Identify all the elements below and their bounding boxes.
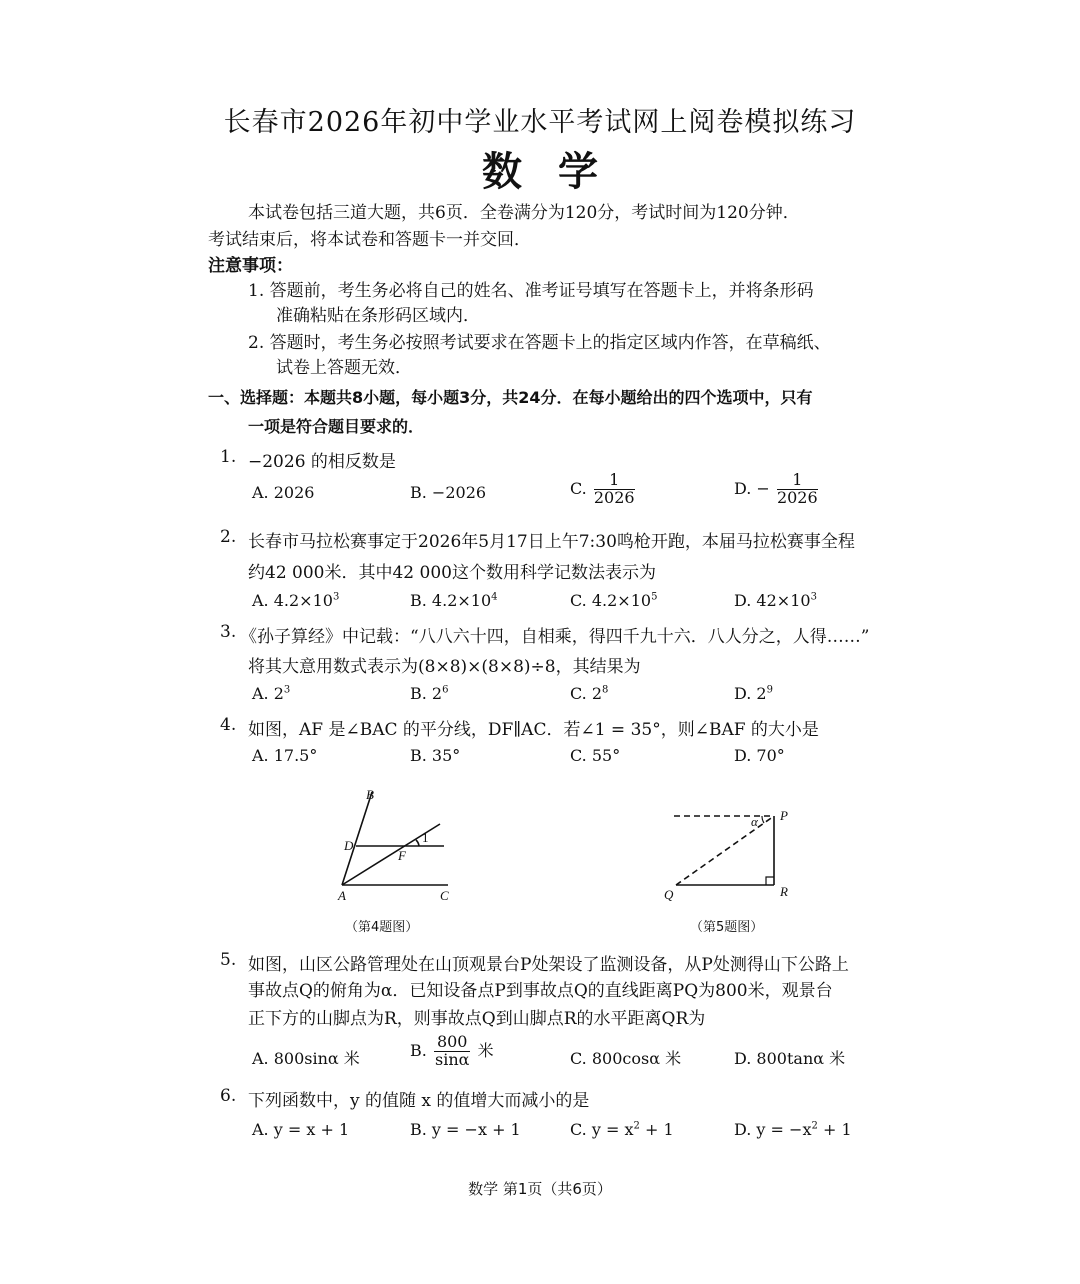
exponent: 3 [283, 684, 291, 696]
question-3-option-b [410, 684, 448, 703]
section-1-line-1: 一、选择题：本题共8小题，每小题3分，共24分．在每小题给出的四个选项中，只有 [208, 388, 813, 407]
label-c: C [440, 888, 449, 903]
intro-line-1: 本试卷包括三道大题，共6页．全卷满分为120分，考试时间为120分钟． [248, 203, 800, 223]
intro-line-2: 考试结束后，将本试卷和答题卡一并交回． [208, 230, 531, 250]
question-4-option-b: B. 35° [410, 746, 461, 765]
question-5-number: 5. [220, 950, 237, 970]
label-angle-1: 1 [422, 830, 429, 845]
label-b: B [366, 787, 374, 802]
exponent: 8 [602, 684, 609, 696]
exponent: 4 [491, 591, 498, 603]
question-2-option-a [252, 591, 339, 610]
option-c-label: C. [570, 478, 587, 498]
notice-item-1-line-2: 准确粘贴在条形码区域内． [276, 306, 480, 326]
question-6-option-b: B. y = −x + 1 [410, 1120, 521, 1139]
question-6-option-d [734, 1120, 852, 1139]
option-text: B. 2 [410, 684, 443, 703]
option-tail: + 1 [817, 1120, 852, 1139]
option-text: C. y = x [570, 1120, 634, 1139]
notice-title: 注意事项： [208, 256, 293, 276]
option-text: C. 4.2×10 [570, 591, 652, 610]
option-b-label: B. [410, 1040, 427, 1060]
numerator: 1 [594, 472, 635, 490]
question-3-option-c [570, 684, 608, 703]
exponent: 6 [442, 684, 449, 696]
question-1-number: 1. [220, 447, 237, 467]
fraction [777, 472, 818, 507]
question-3-option-a [252, 684, 290, 703]
question-2-option-d [734, 591, 817, 610]
subject-title: 数学 [482, 148, 634, 195]
question-5-option-d: D. 800tanα 米 [734, 1049, 846, 1068]
angle-alpha-arc [762, 816, 764, 823]
exponent: 9 [766, 684, 773, 696]
exponent: 3 [810, 591, 817, 603]
option-text: C. 2 [570, 684, 603, 703]
notice-item-2-line-1: 2. 答题时，考生务必按照考试要求在答题卡上的指定区域内作答，在草稿纸、 [248, 333, 831, 353]
label-a: A [338, 888, 346, 903]
question-1-option-c [570, 472, 637, 507]
question-1-option-a: A. 2026 [252, 483, 315, 502]
label-d: D [344, 838, 354, 853]
exponent: 5 [651, 591, 658, 603]
option-text: B. 4.2×10 [410, 591, 492, 610]
question-6-option-c [570, 1120, 674, 1139]
question-2-line-2: 约42 000米．其中42 000这个数用科学记数法表示为 [248, 563, 656, 583]
option-text: D. 2 [734, 684, 767, 703]
question-4-option-d: D. 70° [734, 746, 785, 765]
question-1-option-b: B. −2026 [410, 483, 487, 502]
label-f: F [398, 848, 406, 863]
line-pq [676, 816, 774, 885]
question-6-stem: 下列函数中，y 的值随 x 的值增大而减小的是 [248, 1091, 590, 1111]
figure-4 [320, 780, 480, 905]
question-3-number: 3. [220, 622, 237, 642]
question-1-stem: −2026 的相反数是 [248, 452, 396, 472]
option-text: A. 2 [252, 684, 284, 703]
option-text: A. 4.2×10 [252, 591, 333, 610]
question-5-line-3: 正下方的山脚点为R，则事故点Q到山脚点R的水平距离QR为 [248, 1009, 706, 1029]
denominator: 2026 [776, 487, 818, 507]
notice-item-1-line-1: 1. 答题前，考生务必将自己的姓名、准考证号填写在答题卡上，并将条形码 [248, 281, 814, 301]
question-4-option-a: A. 17.5° [252, 746, 318, 765]
question-2-line-1: 长春市马拉松赛事定于2026年5月17日上午7:30鸣枪开跑，本届马拉松赛事全程 [248, 532, 855, 552]
question-3-option-d [734, 684, 773, 703]
question-2-number: 2. [220, 527, 237, 547]
right-angle-mark [766, 877, 774, 885]
question-5-option-b [410, 1034, 494, 1069]
question-4-stem: 如图，AF 是∠BAC 的平分线，DF∥AC．若∠1 = 35°，则∠BAF 的大小是 [248, 720, 819, 740]
option-d-label: D. − [734, 478, 770, 498]
question-2-option-b [410, 591, 498, 610]
section-1-line-2: 一项是符合题目要求的． [248, 417, 425, 436]
question-2-option-c [570, 591, 657, 610]
question-3-line-1: 《孙子算经》中记载：“八八六十四，自相乘，得四千九十六．八人分之，人得……” [240, 627, 870, 647]
option-text: D. 42×10 [734, 591, 811, 610]
exam-title: 长春市2026年初中学业水平考试网上阅卷模拟练习 [223, 107, 857, 138]
exponent: 2 [633, 1120, 640, 1132]
question-5-line-1: 如图，山区公路管理处在山顶观景台P处架设了监测设备，从P处测得山下公路上 [248, 955, 849, 975]
denominator: 2026 [593, 487, 635, 507]
question-4-number: 4. [220, 715, 237, 735]
question-6-number: 6. [220, 1086, 237, 1106]
label-q: Q [664, 887, 674, 902]
numerator: 800 [434, 1034, 471, 1052]
question-1-option-d [734, 472, 820, 507]
unit: 米 [477, 1040, 494, 1060]
question-4-option-c: C. 55° [570, 746, 621, 765]
denominator: sinα [434, 1049, 470, 1069]
option-tail: + 1 [639, 1120, 674, 1139]
question-5-option-c: C. 800cosα 米 [570, 1049, 682, 1068]
label-alpha: α [751, 814, 758, 829]
fraction [434, 1034, 471, 1069]
notice-item-2-line-2: 试卷上答题无效． [276, 358, 412, 378]
fraction [594, 472, 635, 507]
page-footer: 数学 第1页（共6页） [468, 1180, 612, 1198]
question-5-option-a: A. 800sinα 米 [252, 1049, 360, 1068]
question-3-line-2: 将其大意用数式表示为(8×8)×(8×8)÷8，其结果为 [248, 657, 641, 677]
exponent: 2 [811, 1120, 818, 1132]
exponent: 3 [332, 591, 340, 603]
figure-5-caption: （第5题图） [690, 920, 764, 935]
angle-1-arc [416, 840, 419, 846]
question-6-option-a: A. y = x + 1 [252, 1120, 350, 1139]
numerator: 1 [777, 472, 818, 490]
figure-5 [660, 800, 810, 910]
figure-4-caption: （第4题图） [345, 920, 419, 935]
label-p: P [780, 808, 788, 823]
label-r: R [780, 884, 788, 899]
question-5-line-2: 事故点Q的俯角为α．已知设备点P到事故点Q的直线距离PQ为800米，观景台 [248, 981, 833, 1001]
option-text: D. y = −x [734, 1120, 812, 1139]
